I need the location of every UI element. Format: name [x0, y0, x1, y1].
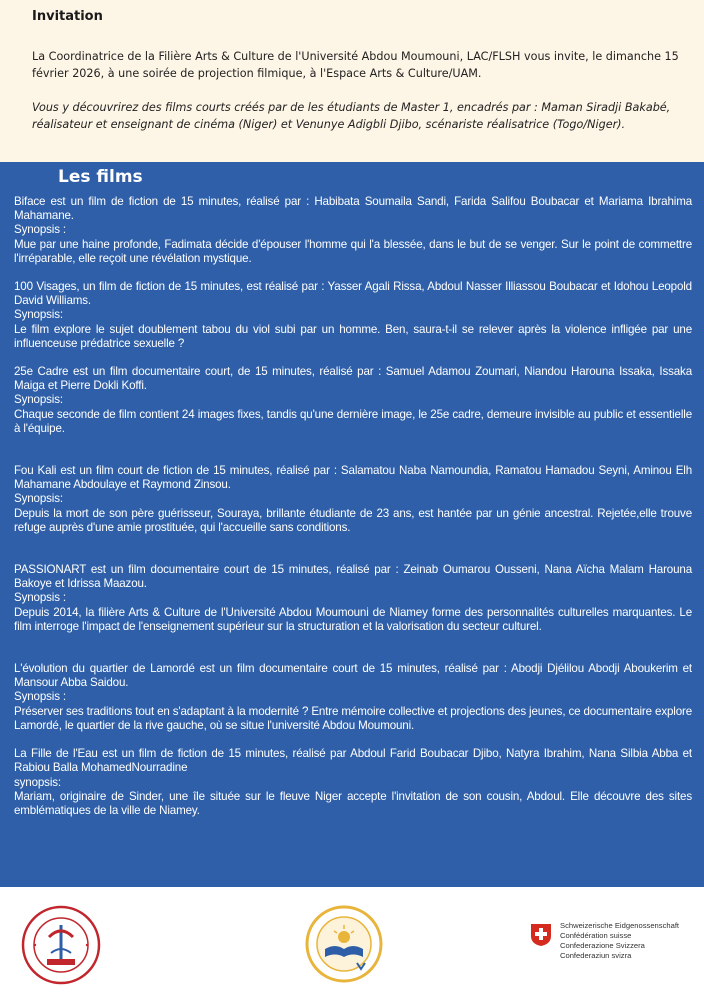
- films-section: [0, 162, 704, 887]
- swiss-line: Schweizerische Eidgenossenschaft: [560, 921, 680, 930]
- film-entry-fille-de-leau: [14, 747, 692, 818]
- synopsis-label: Synopsis:: [14, 308, 63, 322]
- film-intro: L'évolution du quartier de Lamordé est un film documentaire court de 15 minutes, réalisé par : Abodji Djélilou Abodji Aboukerim et Mansour Abba Saidou.: [14, 662, 692, 690]
- swiss-line: Confédération suisse: [560, 931, 632, 940]
- synopsis-text: Depuis 2014, la filière Arts & Culture de l'Université Abdou Moumouni de Niamey forme des personnalités culturelles marquantes. Le film interroge l'impact de l'enseignement supérieur sur la structuration et la valorisation du secteur culturel.: [14, 605, 692, 633]
- swiss-line: Confederazione Svizzera: [560, 941, 645, 950]
- film-entry-25e-cadre: [14, 365, 692, 436]
- film-intro: Fou Kali est un film court de fiction de 15 minutes, réalisé par : Salamatou Naba Namoundia, Ramatou Hamadou Seyni, Aminou Elh Mahamane Abdoulaye et Raymond Zinsou.: [14, 464, 692, 492]
- films-list: [14, 195, 692, 818]
- film-intro: 100 Visages, un film de fiction de 15 minutes, est réalisé par : Yasser Agali Rissa, Abdoul Nasser Illiassou Boubacar et Idohou Leopold David Williams.: [14, 280, 692, 308]
- synopsis-text: Mariam, originaire de Sinder, une île située sur le fleuve Niger accepte l'invitation de son cousin, Abdoul. Elle découvre des sites emblématiques de la ville de Niamey.: [14, 789, 692, 817]
- synopsis-label: Synopsis :: [14, 690, 66, 704]
- film-entry-fou-kali: [14, 464, 692, 535]
- synopsis-text: Depuis la mort de son père guérisseur, Souraya, brillante étudiante de 23 ans, est hantée par un génie ancestral. Rejetée,elle trouve refuge auprès d'une amie prostituée, qui l'accueille sans conditions.: [14, 506, 692, 534]
- synopsis-text: Chaque seconde de film contient 24 images fixes, tandis qu'une dernière image, le 25e cadre, demeure invisible au public et essentielle à l'équipe.: [14, 407, 692, 435]
- film-intro: 25e Cadre est un film documentaire court, de 15 minutes, réalisé par : Samuel Adamou Zoumari, Niandou Harouna Issaka, Issaka Maiga et Pierre Dokli Koffi.: [14, 365, 692, 393]
- film-entry-100-visages: [14, 280, 692, 351]
- flsh-logo: [305, 905, 383, 983]
- invitation-italic-text: Vous y découvrirez des films courts créés par de les étudiants de Master 1, encadrés par : Maman Siradji Bakabé, réalisateur et enseignant de cinéma (Niger) et Venunye Adigbli Djibo, scénariste réalisatrice (Togo/Niger).: [32, 101, 671, 131]
- swiss-text-lines: [560, 921, 679, 961]
- synopsis-label: Synopsis:: [14, 393, 63, 407]
- film-intro: La Fille de l'Eau est un film de fiction de 15 minutes, réalisé par Abdoul Farid Boubacar Djibo, Natyra Ibrahim, Nana Silbia Abba et Rabiou Balla MohamedNourradine: [14, 747, 692, 775]
- swiss-flag-icon: [530, 923, 552, 947]
- synopsis-label: Synopsis :: [14, 223, 66, 237]
- swiss-confederation-logo: [528, 921, 698, 971]
- synopsis-label: synopsis:: [14, 775, 61, 789]
- film-entry-lamorde: [14, 662, 692, 733]
- film-intro: Biface est un film de fiction de 15 minutes, réalisé par : Habibata Soumaila Sandi, Farida Salifou Boubacar et Mariama Ibrahima Mahamane.: [14, 195, 692, 223]
- invitation-text: La Coordinatrice de la Filière Arts & Culture de l'Université Abdou Moumouni, LAC/FLSH vous invite, le dimanche 15 février 2026, à une soirée de projection filmique, à l'Espace Arts & Culture/UAM.: [32, 50, 679, 80]
- synopsis-text: Mue par une haine profonde, Fadimata décide d'épouser l'homme qui l'a blessée, dans le but de se venger. Sur le point de commettre l'irréparable, elle reçoit une révélation mystique.: [14, 237, 692, 265]
- synopsis-text: Préserver ses traditions tout en s'adaptant à la modernité ? Entre mémoire collective et projections des jeunes, ce documentaire explore Lamordé, le quartier de la rive gauche, où se situe l'université Abdou Moumouni.: [14, 704, 692, 732]
- university-logo: [21, 905, 101, 985]
- film-intro: PASSIONART est un film documentaire court de 15 minutes, réalisé par : Zeinab Oumarou Ousseni, Nana Aïcha Malam Harouna Bakoye et Idrissa Maazou.: [14, 563, 692, 591]
- films-heading: Les films: [58, 167, 143, 187]
- footer-logos: [0, 887, 704, 1000]
- film-entry-biface: [14, 195, 692, 266]
- invitation-title: Invitation: [32, 9, 103, 24]
- film-entry-passionart: [14, 563, 692, 634]
- invitation-section: [0, 0, 704, 162]
- synopsis-text: Le film explore le sujet doublement tabou du viol subi par un homme. Ben, saura-t-il se relever après la violence infligée par une influenceuse prédatrice sexuelle ?: [14, 322, 692, 350]
- swiss-line: Confederaziun svizra: [560, 951, 632, 960]
- synopsis-label: Synopsis :: [14, 591, 66, 605]
- synopsis-label: Synopsis:: [14, 492, 63, 506]
